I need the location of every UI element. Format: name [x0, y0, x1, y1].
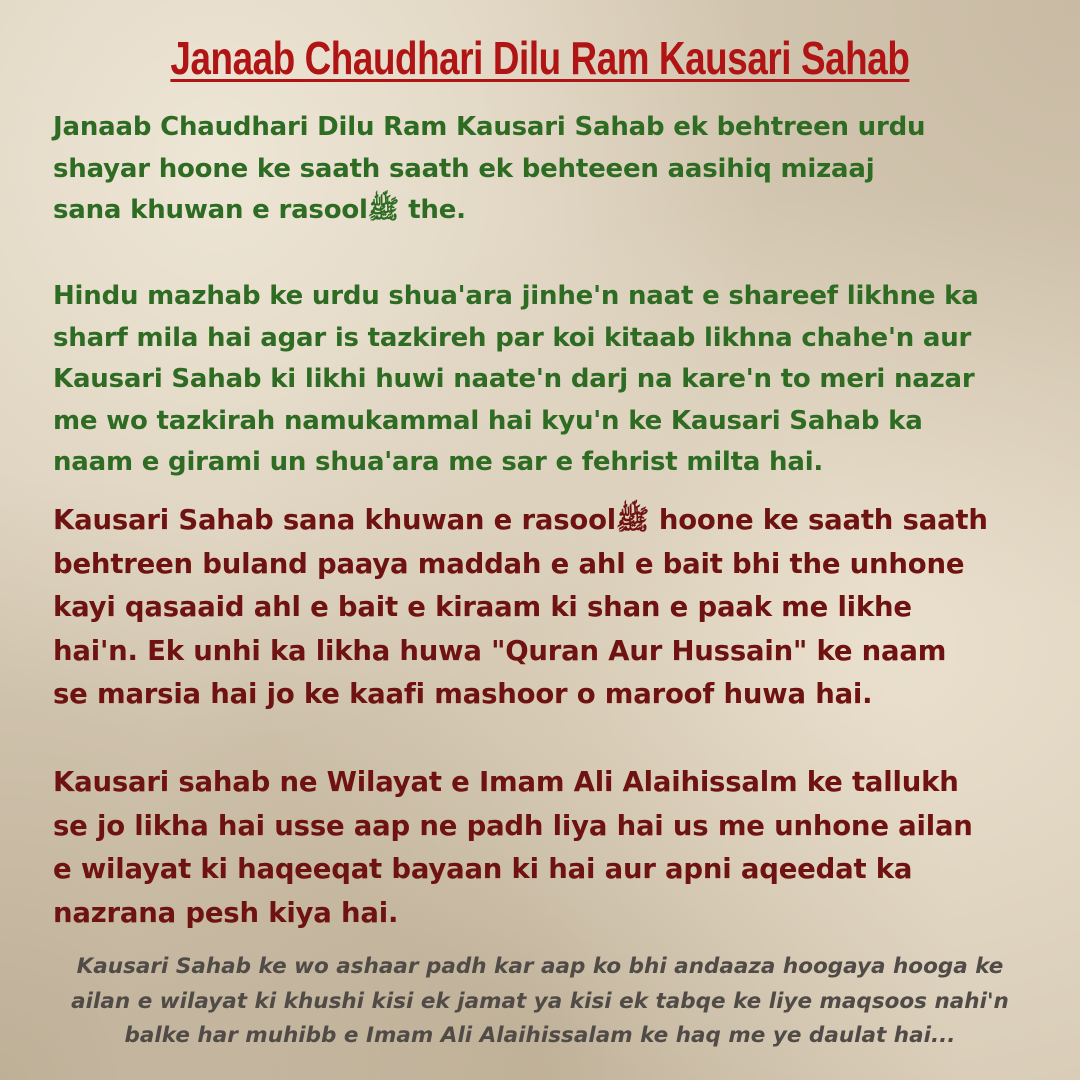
text-line: Janaab Chaudhari Dilu Ram Kausari Sahab ek behtreen urdu [53, 112, 926, 142]
text-line: Kausari Sahab ki likhi huwi naate'n darj na kare'n to meri nazar [53, 364, 975, 394]
text-line: nazrana pesh kiya hai. [53, 896, 399, 929]
text-line: e wilayat ki haqeeqat bayaan ki hai aur apni aqeedat ka [53, 853, 913, 885]
text-line: se marsia hai jo ke kaafi mashoor o maroof huwa hai. [53, 678, 873, 710]
text-line: shayar hoone ke saath saath ek behteeen aasihiq mizaaj [53, 153, 875, 184]
text-line: balke har muhibb e Imam Ali Alaihissalam ke haq me ye daulat hai... [124, 1023, 956, 1048]
text-line: Kausari sahab ne Wilayat e Imam Ali Alaihissalm ke tallukh [53, 766, 959, 798]
text-line: se jo likha hai usse aap ne padh liya hai us me unhone ailan [53, 809, 973, 842]
text-line: sharf mila hai agar is tazkireh par koi kitaab likhna chahe'n aur [53, 322, 972, 353]
text-line: kayi qasaaid ahl e bait e kiraam ki shan e paak me likhe [53, 591, 912, 623]
closing-note [40, 950, 1040, 1054]
paragraph-wilayat [53, 761, 1043, 935]
page-title-text: Janaab Chaudhari Dilu Ram Kausari Sahab [170, 32, 910, 84]
text-line: behtreen buland paaya maddah e ahl e bait bhi the unhone [53, 547, 965, 580]
page-title [0, 28, 1080, 88]
text-line: hai'n. Ek unhi ka likha huwa "Quran Aur Hussain" ke naam [53, 634, 947, 667]
text-line: Kausari Sahab ke wo ashaar padh kar aap ko bhi andaaza hoogaya hooga ke [76, 954, 1004, 979]
text-line: me wo tazkirah namukammal hai kyu'n ke Kausari Sahab ka [53, 405, 923, 436]
text-line: Kausari Sahab sana khuwan e rasoolﷺ hoone ke saath saath [53, 504, 988, 536]
text-line: Hindu mazhab ke urdu shua'ara jinhe'n naat e shareef likhne ka [53, 281, 979, 311]
paragraph-intro [53, 107, 1043, 232]
paragraph-naat [53, 276, 1043, 484]
text-line: ailan e wilayat ki khushi kisi ek jamat ya kisi ek tabqe ke liye maqsoos nahi'n [71, 988, 1009, 1014]
text-line: sana khuwan e rasoolﷺ the. [53, 195, 466, 225]
paragraph-ahl-e-bait [53, 499, 1043, 717]
text-line: naam e girami un shua'ara me sar e fehrist milta hai. [53, 447, 824, 477]
